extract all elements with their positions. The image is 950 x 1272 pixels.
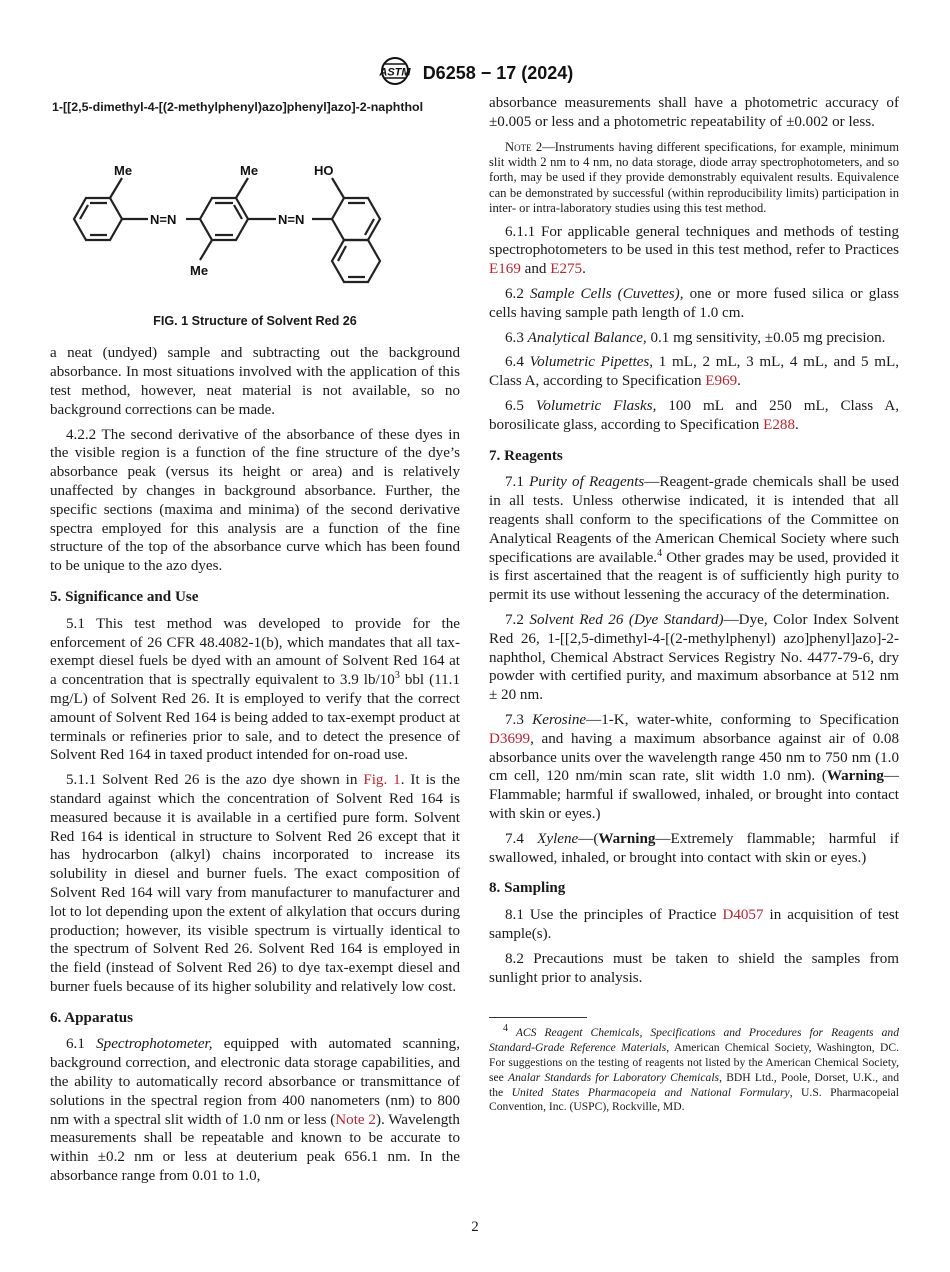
text-5-1-a: 5.1 This test method was developed to provide for the enforcement of 26 CFR 48.4082-1(b), which mandates that all tax-exempt diesel fuels be dyed with an amount of Solvent Red 164 at a concentration that is spectrally equivalent to 3.9 lb/10 [50, 615, 460, 689]
term-analytical-balance: Analytical Balance, [527, 329, 647, 346]
text-8-1-a: 8.1 Use the principles of Practice [505, 907, 723, 924]
term-sample-cells: Sample Cells (Cuvettes), [529, 286, 684, 303]
term-volumetric-flasks: Volumetric Flasks, [535, 398, 657, 414]
text-6-1-b: ). Wavelength measurements shall be repeatable and known to be accurate to within ±0.2 nm or less at deuterium peak 656.1 nm. In the absorbance range from 0.01 to 1.0, [50, 1111, 460, 1185]
term-xylene: Xylene [537, 830, 579, 847]
text-6-1-1-end: . [582, 261, 586, 278]
label-azo-2: N=N [278, 211, 305, 227]
text-6-5-num: 6.5 [505, 398, 536, 414]
text-7-3-num: 7.3 [505, 711, 533, 728]
footnote-title-2: Analar Standards for Laboratory Chemicals [508, 1070, 720, 1084]
text-6-3: 0.1 mg sensitivity, ±0.05 mg precision. [646, 329, 886, 346]
section-7-title: 7. Reagents [489, 447, 563, 464]
footnote-4-number: 4 [503, 1023, 508, 1035]
warning-label: Warning [598, 830, 656, 847]
text-7-4-b: —Extremely flammable; harmful if swallowed, inhaled, or brought into contact with skin or eyes.) [489, 830, 900, 866]
text-6-2-num: 6.2 [505, 286, 530, 303]
text-7-1-b: Other grades may be used, provided it is first ascertained that the reagent is of sufficiently high purity to permit its use without lessening the accuracy of the determination. [489, 549, 900, 604]
text-6-5-end: . [795, 416, 799, 433]
paragraph-7-4 [489, 830, 899, 868]
text-7-3-c: —Flammable; harmful if swallowed, inhaled, or brought into contact with skin or eyes.) [489, 768, 899, 822]
figure-caption: FIG. 1 Structure of Solvent Red 26 [153, 313, 357, 328]
fig-1-link[interactable]: Fig. 1 [363, 772, 401, 789]
note-2-link[interactable]: Note 2 [335, 1111, 376, 1128]
text-7-3-b: , and having a maximum absorbance against air of 0.08 absorbance units over the wavelength range 450 nm to 750 nm (1.0 cm cell, 120 nm/min scan rate, slit width 1.0 nm). ( [489, 730, 899, 785]
text-7-2-num: 7.2 [505, 611, 530, 628]
text-7-4-a: —( [578, 830, 599, 847]
e288-link[interactable]: E288 [763, 416, 795, 433]
right-column [489, 94, 899, 1115]
page-header [0, 56, 950, 91]
standard-designation: D6258 − 17 (2024) [422, 63, 574, 83]
e275-link[interactable]: E275 [550, 261, 583, 278]
note-label: Note [505, 139, 532, 154]
label-me-2: Me [240, 162, 259, 178]
text-6-4-num: 6.4 [505, 354, 530, 371]
superscript-exponent: 3 [394, 670, 400, 682]
paragraph-6-3 [489, 329, 899, 348]
e969-link[interactable]: E969 [705, 373, 738, 390]
text-6-5: 100 mL and 250 mL, Class A, borosilicate glass, according to Specification [489, 398, 899, 433]
paragraph-6-4 [489, 353, 899, 391]
footnote-text-1: , American Chemical Society, Washington, DC. For suggestions on the testing of reagents not listed by the American Chemical Society, see [489, 1041, 899, 1084]
text-6-1-1-a: 6.1.1 For applicable general techniques and methods of testing spectrophotometers to be used in this test method, refer to Practices [489, 223, 899, 259]
astm-logo-icon [377, 56, 413, 91]
footnote-divider [489, 1017, 587, 1018]
footnote-title-3: United States Pharmacopeia and National Formulary [511, 1085, 790, 1099]
paragraph-7-3 [489, 711, 899, 824]
footnote-4-marker[interactable]: 4 [657, 547, 663, 559]
text-7-1: —Reagent-grade chemicals shall be used in all tests. Unless otherwise indicated, it is intended that all reagents shall conform to the specifications of the Committee on Analytical Reagents of the American Chemical Society where such specifications are available. [489, 474, 899, 566]
text-8-1-b: in acquisition of test sample(s). [489, 907, 900, 942]
section-6-title: 6. Apparatus [50, 1009, 134, 1026]
text-7-1-num: 7.1 [505, 474, 530, 491]
paragraph-5-1 [50, 615, 460, 765]
paragraph-6-1-1 [489, 223, 899, 279]
paragraph-6-2 [489, 285, 899, 323]
text-6-3-num: 6.3 [505, 329, 528, 346]
footnote-text-2: , BDH Ltd., Poole, Dorset, U.K., and the [489, 1070, 899, 1099]
e169-link[interactable]: E169 [489, 261, 521, 278]
note-2-text: 2—Instruments having different specifications, for example, minimum slit width 2 nm to 4 nm, no data storage, diode array spectrophotometers, and so forth, may be used if they provide demonstrably equivalent results. Equivalence can be demonstrated by successful (within reproducibility limits) participation in inter- or intra-laboratory studies using this test method. [489, 139, 899, 216]
term-kerosine: Kerosine [532, 711, 587, 728]
label-me-3: Me [190, 262, 209, 278]
d3699-link[interactable]: D3699 [489, 730, 531, 747]
page-number: 2 [471, 1219, 479, 1235]
footnote-title-1: ACS Reagent Chemicals, Specifications and Procedures for Reagents and Standard-Grade Reference Materials [489, 1026, 899, 1055]
paragraph-6-5 [489, 397, 899, 435]
text-6-1-num: 6.1 [66, 1036, 97, 1053]
text-6-4-end: . [737, 373, 741, 390]
text-7-4-num: 7.4 [505, 830, 538, 847]
paragraph-6-1-continued: absorbance measurements shall have a photometric accuracy of ±0.005 or less and a photometric repeatability of ±0.002 or less. [489, 95, 899, 130]
text-7-3-a: —1-K, water-white, conforming to Specification [586, 711, 900, 728]
warning-label: Warning [826, 768, 884, 785]
paragraph-5-1-1 [50, 771, 460, 997]
structure-diagram [50, 117, 460, 302]
text-5-1-1-a: 5.1.1 Solvent Red 26 is the azo dye shown in [66, 772, 364, 789]
label-me-1: Me [114, 162, 133, 178]
svg-text:ASTM: ASTM [379, 66, 411, 79]
paragraph-8-1 [489, 906, 899, 944]
note-2 [489, 140, 899, 217]
text-6-1-1-and: and [520, 261, 551, 278]
footnote-4 [489, 1023, 900, 1115]
text-5-1-1-b: . It is the standard against which the concentration of Solvent Red 164 is measured because it is available in a certified pure form. Solvent Red 164 is identical in structure to Solvent Red 26 except that it has hydrocarbon (alkyl) chains incorporated to increase its solubility in diesel and burner fuels. The exact composition of Solvent Red 164 will vary from manufacturer to manufacturer and lot to lot depending upon the extent of alkylation that occurs during production; however, its visible spectrum is virtually identical to the spectrum of Solvent Red 26. Solvent Red 164 is employed in the field (instead of Solvent Red 26) to dye tax-exempt diesel and burner fuels because of its higher solubility and relatively low cost. [50, 772, 461, 995]
paragraph-4-2-2: 4.2.2 The second derivative of the absorbance of these dyes in the visible region is a function of the fine structure of the dye’s absorbance peak (versus its height or area) and is relatively unaffected by changes in background absorbance. Further, the specific sections (maxima and minima) of the second derivative spectra employed for this analysis are a function of the fine structure of the top of the absorbance curve which has been found to be unique to the azo dyes. [50, 426, 460, 575]
paragraph-8-2: 8.2 Precautions must be taken to shield the samples from sunlight prior to analysis. [489, 950, 899, 986]
term-volumetric-pipettes: Volumetric Pipettes, [529, 354, 654, 371]
text-6-1-a: equipped with automated scanning, background correction, and electronic data storage capabilities, and the ability to automatically record absorbance or transmittance of solutions in the spectral region from 400 nanometers (nm) to 800 nm with a spectral slit width of 1.0 nm or less ( [50, 1036, 460, 1128]
term-solvent-red-26: Solvent Red 26 (Dye Standard) [529, 611, 724, 628]
molecule-name: 1-[[2,5-dimethyl-4-[(2-methylphenyl)azo]phenyl]azo]-2-naphthol [52, 100, 424, 114]
text-6-2: one or more fused silica or glass cells having sample path length of 1.0 cm. [489, 286, 899, 321]
label-azo-1: N=N [150, 211, 177, 227]
paragraph-7-2 [489, 611, 899, 705]
label-ho: HO [314, 162, 334, 178]
d4057-link[interactable]: D4057 [722, 907, 764, 924]
paragraph-4-2-1-continued: a neat (undyed) sample and subtracting out the background absorbance. In most situations involved with the application of this test method, however, neat material is not available, so no background corrections can be made. [50, 345, 460, 418]
section-8-title: 8. Sampling [489, 880, 566, 897]
section-5-title: 5. Significance and Use [50, 588, 199, 605]
text-6-4: 1 mL, 2 mL, 3 mL, 4 mL, and 5 mL, Class A, according to Specification [489, 354, 900, 390]
term-spectrophotometer: Spectrophotometer, [96, 1036, 213, 1053]
footnote-text-3: , U.S. Pharmacopeial Convention, Inc. (USPC), Rockville, MD. [489, 1085, 900, 1114]
term-purity-of-reagents: Purity of Reagents [529, 474, 645, 491]
paragraph-7-1 [489, 473, 899, 605]
text-5-1-b: bbl (11.1 mg/L) of Solvent Red 26. It is employed to verify that the correct amount of Solvent Red 164 is being added to tax-exempt product at terminals or refineries prior to sale, and to detect the presence of Solvent Red 164 in taxed product intended for on-road use. [50, 672, 461, 764]
left-column [50, 94, 460, 1192]
paragraph-6-1 [50, 1035, 460, 1185]
text-7-2: —Dye, Color Index Solvent Red 26, 1-[[2,5-dimethyl-4-[(2-methylphenyl) azo]phenyl]azo]-2-naphthol, Chemical Abstract Services Registry No. 4477-79-6, dry powder with certified purity, and maximum absorbance at 512 nm ± 20 nm. [489, 611, 900, 704]
